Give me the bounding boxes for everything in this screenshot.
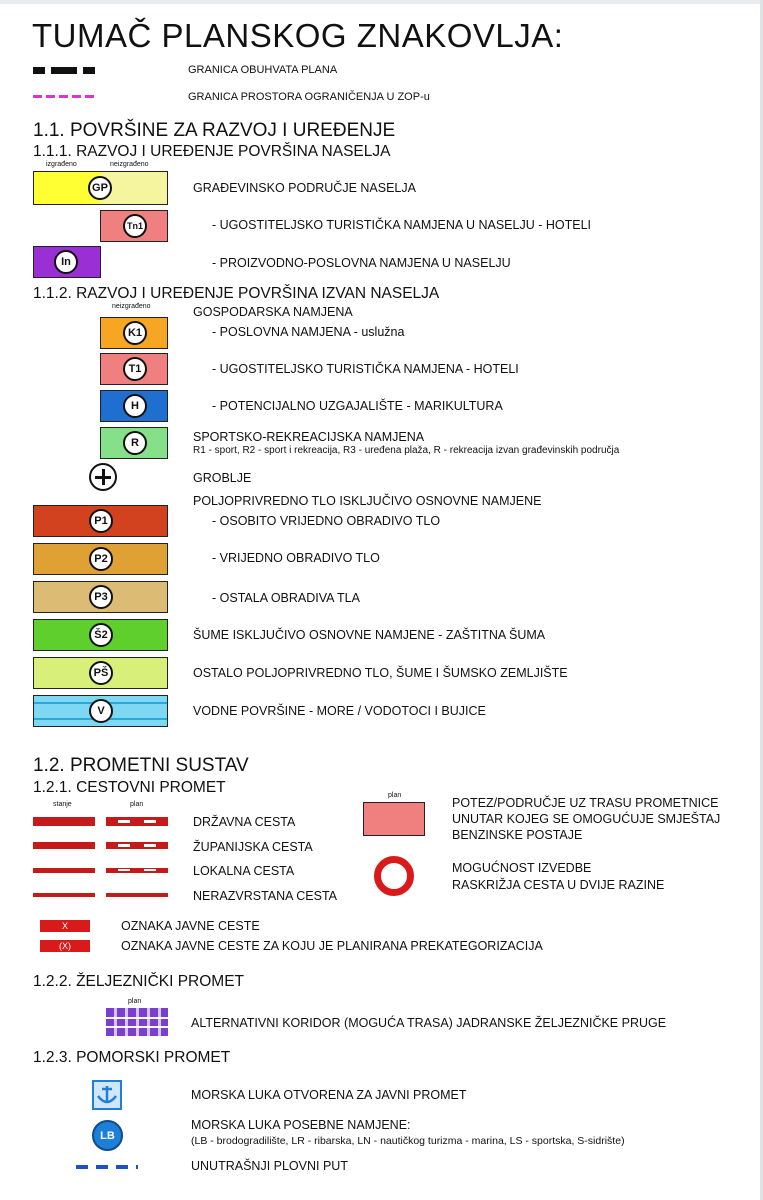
t1-label: - UGOSTITELJSKO TURISTIČKA NAMJENA - HOTELI	[212, 362, 519, 376]
section-1-1-heading: 1.1. POVRŠINE ZA RAZVOJ I UREĐENJE	[33, 120, 396, 141]
r-code: R	[123, 431, 147, 455]
county-road-planned	[106, 842, 168, 849]
zop-boundary-label: GRANICA PROSTORA OGRANIČENJA U ZOP-u	[188, 91, 430, 103]
road-marker-label: OZNAKA JAVNE CESTE	[121, 919, 260, 933]
road-label-nerazvrstana: NERAZVRSTANA CESTA	[193, 889, 338, 903]
special-port-label: MORSKA LUKA POSEBNE NAMJENE:	[191, 1118, 411, 1132]
gospodarska-label: GOSPODARSKA NAMJENA	[193, 305, 353, 319]
col-plan-label: plan	[130, 801, 144, 808]
col-state-label: stanje	[53, 801, 72, 808]
top-edge	[0, 0, 763, 4]
in-label: - PROIZVODNO-POSLOVNA NAMJENA U NASELJU	[212, 256, 511, 270]
county-road-existing	[33, 842, 95, 849]
road-marker: X	[40, 920, 90, 932]
waterway-label: UNUTRAŠNJI PLOVNI PUT	[191, 1159, 348, 1173]
in-code: In	[54, 250, 78, 274]
in-swatch	[33, 246, 101, 278]
section-1-1-2-heading: 1.1.2. RAZVOJ I UREĐENJE POVRŠINA IZVAN NASELJA	[33, 285, 440, 302]
r-note: R1 - sport, R2 - sport i rekreacija, R3 - uređena plaža, R - rekreacija izvan građevinskih područja	[193, 445, 620, 456]
cemetery-icon	[89, 463, 117, 491]
poljo-label: POLJOPRIVREDNO TLO ISKLJUČIVO OSNOVNE NAMJENE	[193, 494, 542, 508]
section-1-2-heading: 1.2. PROMETNI SUSTAV	[33, 755, 249, 776]
r-label: SPORTSKO-REKREACIJSKA NAMJENA	[193, 430, 425, 444]
public-port-label: MORSKA LUKA OTVORENA ZA JAVNI PROMET	[191, 1088, 467, 1102]
corridor-plan-label: plan	[388, 792, 402, 799]
s2-code: Š2	[89, 623, 113, 647]
k1-code: K1	[123, 321, 147, 345]
section-1-2-3-heading: 1.2.3. POMORSKI PROMET	[33, 1049, 231, 1066]
corridor-label: POTEZ/PODRUČJE UZ TRASU PROMETNICE UNUTAR KOJEG SE OMOGUĆUJE SMJEŠTAJ BENZINSKE POSTAJE	[452, 796, 721, 842]
h-swatch	[100, 390, 168, 422]
r-swatch	[100, 427, 168, 459]
h-label: - POTENCIJALNO UZGAJALIŠTE - MARIKULTURA	[212, 399, 503, 413]
p3-code: P3	[89, 585, 113, 609]
tn1-label: - UGOSTITELJSKO TURISTIČKA NAMJENA U NASELJU - HOTELI	[212, 218, 592, 232]
p2-label: - VRIJEDNO OBRADIVO TLO	[212, 551, 380, 565]
gp-swatch	[33, 171, 168, 205]
p1-label: - OSOBITO VRIJEDNO OBRADIVO TLO	[212, 514, 441, 528]
t1-swatch	[100, 353, 168, 385]
gp-label: GRAĐEVINSKO PODRUČJE NASELJA	[193, 181, 416, 195]
plan-boundary-label: GRANICA OBUHVATA PLANA	[188, 64, 338, 76]
rail-corridor-label: ALTERNATIVNI KORIDOR (MOGUĆA TRASA) JADRANSKE ŽELJEZNIČKE PRUGE	[191, 1016, 667, 1030]
v-swatch	[33, 695, 168, 727]
ps-swatch	[33, 657, 168, 689]
v-code: V	[89, 699, 113, 723]
rail-corridor-symbol	[106, 1008, 168, 1036]
p3-swatch	[33, 581, 168, 613]
road-label-drzavna: DRŽAVNA CESTA	[193, 815, 296, 829]
k1-swatch	[100, 317, 168, 349]
v-label: VODNE POVRŠINE - MORE / VODOTOCI I BUJICE	[193, 704, 486, 718]
zop-boundary-symbol	[33, 95, 95, 98]
rail-plan-label: plan	[128, 998, 142, 1005]
h-code: H	[123, 394, 147, 418]
p3-label: - OSTALA OBRADIVA TLA	[212, 591, 360, 605]
road-label-lokalna: LOKALNA CESTA	[193, 864, 295, 878]
col-built-label: izgrađeno	[46, 161, 77, 168]
interchange-label: MOGUĆNOST IZVEDBE RASKRIŽJA CESTA U DVIJE RAZINE	[452, 861, 665, 892]
unclassified-road-planned	[106, 893, 168, 897]
k1-label: - POSLOVNA NAMJENA - uslužna	[212, 325, 405, 339]
section-1-2-1-heading: 1.2.1. CESTOVNI PROMET	[33, 779, 226, 796]
corridor-swatch	[363, 802, 425, 836]
legend-title: TUMAČ PLANSKOG ZNAKOVLJA:	[32, 17, 564, 54]
plan-boundary-symbol	[33, 67, 95, 74]
local-road-planned	[106, 868, 168, 873]
anchor-icon	[92, 1080, 122, 1110]
state-road-planned	[106, 817, 168, 826]
local-road-existing	[33, 868, 95, 873]
gp-code: GP	[88, 176, 112, 200]
section-1-1-1-heading: 1.1.1. RAZVOJ I UREĐENJE POVRŠINA NASELJA	[33, 143, 391, 160]
unclassified-road-existing	[33, 893, 95, 897]
t1-code: T1	[123, 357, 147, 381]
s2-label: ŠUME ISKLJUČIVO OSNOVNE NAMJENE - ZAŠTITNA ŠUMA	[193, 628, 546, 642]
p1-code: P1	[89, 509, 113, 533]
col-unbuilt-label: neizgrađeno	[110, 161, 149, 168]
road-label-zupanijska: ŽUPANIJSKA CESTA	[193, 840, 313, 854]
col-unbuilt-label-2: neizgrađeno	[112, 303, 151, 310]
groblje-label: GROBLJE	[193, 471, 252, 485]
p2-code: P2	[89, 547, 113, 571]
ps-label: OSTALO POLJOPRIVREDNO TLO, ŠUME I ŠUMSKO ZEMLJIŠTE	[193, 666, 568, 680]
tn1-code: Tn1	[123, 214, 147, 238]
road-marker-reclass-label: OZNAKA JAVNE CESTE ZA KOJU JE PLANIRANA PREKATEGORIZACIJA	[121, 939, 543, 953]
tn1-swatch	[100, 210, 168, 242]
interchange-icon	[374, 856, 414, 896]
state-road-existing	[33, 817, 95, 826]
section-1-2-2-heading: 1.2.2. ŽELJEZNIČKI PROMET	[33, 973, 245, 990]
special-port-icon: LB	[92, 1120, 123, 1151]
road-marker-reclass: (X)	[40, 940, 90, 952]
ps-code: PŠ	[89, 661, 113, 685]
waterway-symbol	[76, 1165, 138, 1169]
special-port-note: (LB - brodogradilište, LR - ribarska, LN - nautičkog turizma - marina, LS - sportska, S-sidrište)	[191, 1135, 625, 1147]
s2-swatch	[33, 619, 168, 651]
p2-swatch	[33, 543, 168, 575]
p1-swatch	[33, 505, 168, 537]
